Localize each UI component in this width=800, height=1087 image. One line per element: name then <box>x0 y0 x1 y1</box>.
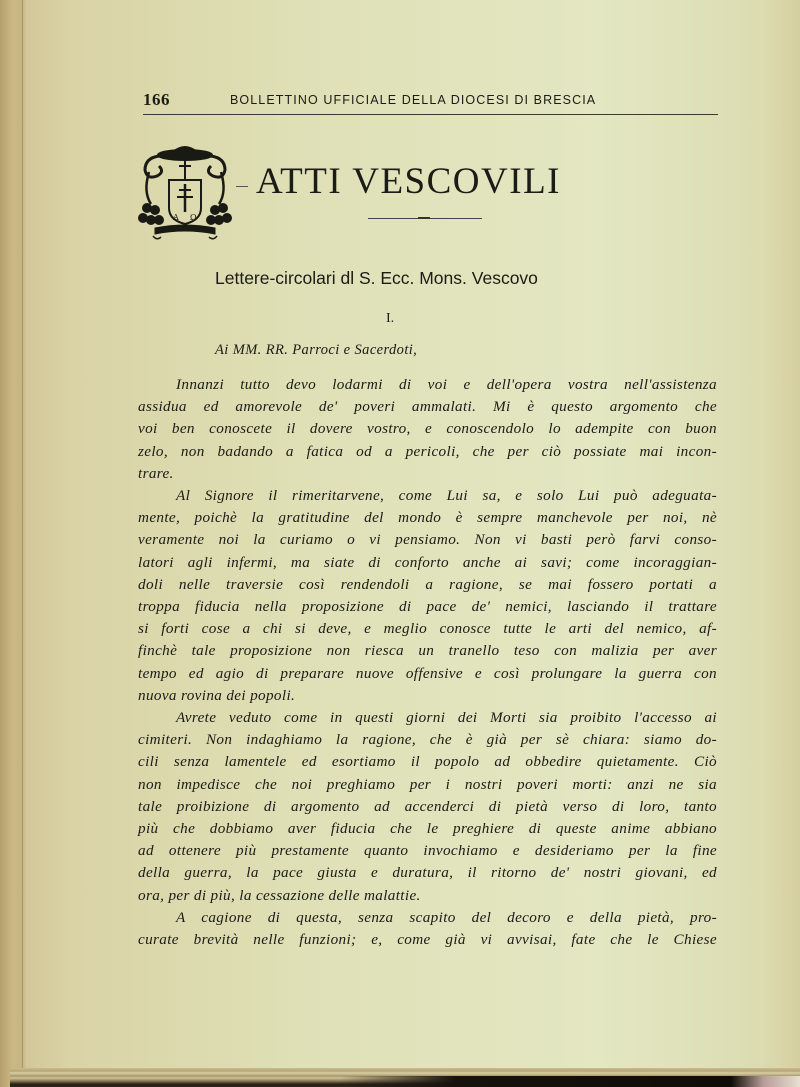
paragraph-3-line: Avrete veduto come in questi giorni dei Morti sia proibito l'accesso ai <box>176 709 717 727</box>
title-divider-ornament <box>418 217 430 219</box>
paragraph-1-line: voi ben conoscete il dovere vostro, e conoscendolo lo adempite con buon <box>138 420 717 438</box>
running-header <box>143 90 718 115</box>
svg-text:A: A <box>173 213 179 222</box>
paragraph-3-line: ora, per di più, la cessazione delle malattie. <box>138 886 421 904</box>
paragraph-3-line: della guerra, la pace giusta e duratura, il ritorno de' nostri giovani, ed <box>138 864 717 882</box>
section-subtitle: Lettere-circolari dl S. Ecc. Mons. Vescovo <box>215 268 538 288</box>
paragraph-4-line: curate brevità nelle funzioni; e, come già vi avvisai, fate che le Chiese <box>138 931 717 949</box>
letter-body <box>138 374 717 951</box>
paragraph-2-line: veramente noi la curiamo o vi pensiamo. Non vi basti però farvi conso- <box>138 531 717 549</box>
paragraph-2-line: si forti cose a chi si deve, e meglio conosce tutte le arti del nemico, af- <box>138 620 717 638</box>
book-spine-edge <box>0 0 23 1087</box>
paragraph-1-line: trare. <box>138 464 174 482</box>
paragraph-3-line: cimiteri. Non indaghiamo la ragione, che è già per sè chiara: siamo do- <box>138 731 717 749</box>
episcopal-coat-of-arms-icon <box>137 142 233 242</box>
svg-text:Ω: Ω <box>190 213 197 222</box>
paragraph-3-line: più che dobbiamo aver fiducia che le preghiere di queste anime abbiano <box>138 820 717 838</box>
paragraph-1-line: Innanzi tutto devo lodarmi di voi e dell'opera vostra nell'assistenza <box>176 376 717 393</box>
paragraph-4-line: A cagione di questa, senza scapito del decoro e della pietà, pro- <box>176 908 717 926</box>
paragraph-3-line: tale proibizione di argomento ad accenderci di pietà verso di loro, tanto <box>138 797 717 815</box>
gutter-shadow <box>22 0 26 1087</box>
paragraph-2-line: latori agli infermi, ma siate di conforto anche ai savi; come incoraggian- <box>138 553 717 571</box>
page-number: 166 <box>143 90 170 109</box>
title-dash <box>236 186 248 187</box>
paragraph-3-line: non impedisce che noi preghiamo per i nostri poveri morti: anzi ne sia <box>138 775 717 793</box>
paragraph-2-line: mente, poichè la gratitudine del mondo è sempre manchevole per noi, nè <box>138 509 717 527</box>
scan-shadow <box>340 1076 800 1087</box>
letter-number: I. <box>386 311 395 326</box>
paragraph-2-line: doli nelle traversie così rendendoli a ragione, se mai fossero portati a <box>138 575 717 593</box>
paragraph-2-line: troppa fiducia nella proposizione di pace de' nemici, lasciando il trattare <box>138 598 717 616</box>
salutation: Ai MM. RR. Parroci e Sacerdoti, <box>215 342 418 358</box>
paragraph-1-line: zelo, non badando a fatica od a pericoli, che per ciò possiate mai incon- <box>138 442 717 460</box>
paragraph-2-line: finchè tale proposizione non riesca un tranello teso con malizia per aver <box>138 642 717 660</box>
paragraph-3-line: cili senza lamentele ed esortiamo il popolo ad obbedire quietamente. Ciò <box>138 753 717 771</box>
paragraph-2-line: tempo ed agio di preparare nuove offensive e così prolungare la guerra con <box>138 664 717 682</box>
paragraph-2-line: Al Signore il rimeritarvene, come Lui sa, e solo Lui può adeguata- <box>176 487 717 505</box>
paragraph-2-line: nuova rovina dei popoli. <box>138 686 296 704</box>
journal-title: BOLLETTINO UFFICIALE DELLA DIOCESI DI BRESCIA <box>230 93 597 107</box>
paragraph-1-line: assidua ed amorevole de' poveri ammalati. Mi è questo argomento che <box>138 398 717 416</box>
paragraph-3-line: ad ottenere più prestamente quanto invochiamo e desideriamo per la fine <box>138 842 717 860</box>
section-title: ATTI VESCOVILI <box>256 161 561 202</box>
